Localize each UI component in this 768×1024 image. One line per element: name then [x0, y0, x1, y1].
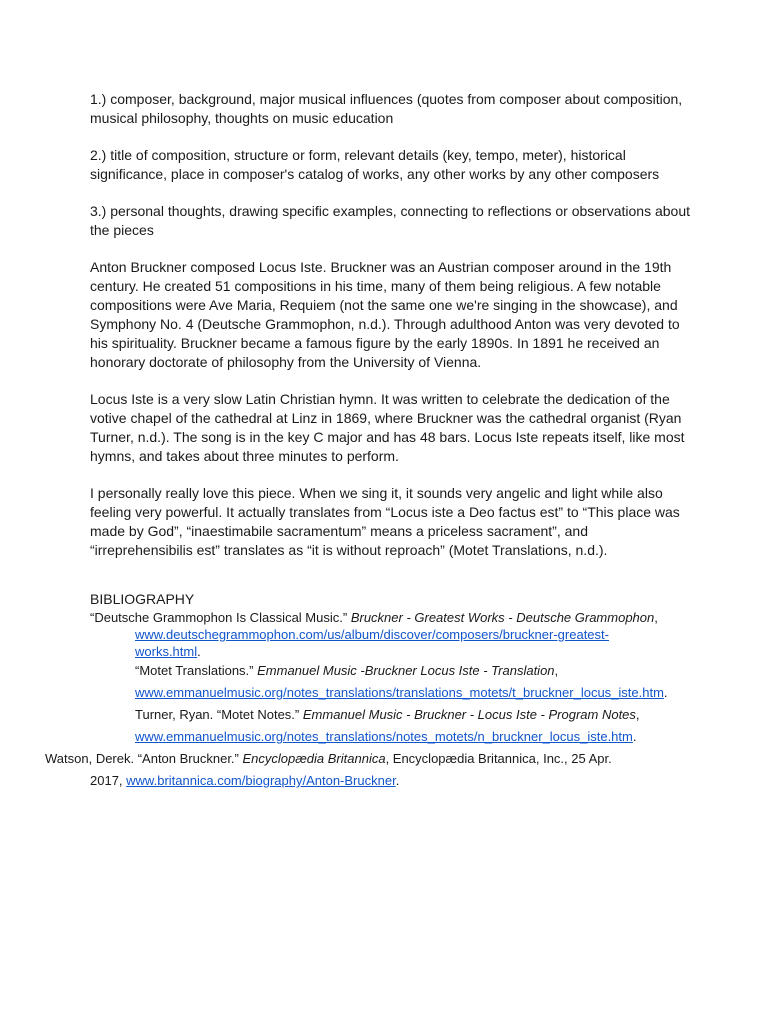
- bib-link-deutsche-grammophon-1[interactable]: www.deutschegrammophon.com/us/album/discover/composers/bruckner-greatest-: [135, 627, 609, 642]
- bib-entry-lead: Watson, Derek. “Anton Bruckner.”: [45, 751, 243, 766]
- bib-entry-motet-notes: Turner, Ryan. “Motet Notes.” Emmanuel Music - Bruckner - Locus Iste - Program Notes, www.emmanuelmusic.org/notes_translations/notes_motets/n_bruckner_locus_iste.htm.: [135, 707, 640, 744]
- bib-link-motet-notes[interactable]: www.emmanuelmusic.org/notes_translations/notes_motets/n_bruckner_locus_iste.htm: [135, 729, 633, 744]
- bib-entry-motet-translations: “Motet Translations.” Emmanuel Music -Bruckner Locus Iste - Translation, www.emmanuelmusic.org/notes_translations/translations_motets/t_bruckner_locus_iste.htm.: [135, 663, 668, 700]
- bib-link-deutsche-grammophon-2[interactable]: works.html: [135, 644, 198, 659]
- bib-entry-lead: “Motet Translations.”: [135, 663, 258, 678]
- paragraph-composition: Locus Iste is a very slow Latin Christian hymn. It was written to celebrate the dedication of the votive chapel of the cathedral at Linz in 1869, where Bruckner was the cathedral organist (Ryan Turner, n.d.). The song is in the key C major and has 48 bars. Locus Iste repeats itself, like most hymns, and takes about three minutes to perform.: [90, 391, 685, 464]
- bib-link-motet-translations[interactable]: www.emmanuelmusic.org/notes_translations/translations_motets/t_bruckner_locus_iste.htm: [135, 685, 664, 700]
- prompt-1: 1.) composer, background, major musical influences (quotes from composer about composition, musical philosophy, thoughts on music education: [90, 91, 683, 126]
- bib-entry-lead: Turner, Ryan. “Motet Notes.”: [135, 707, 303, 722]
- document-page: [45, 90, 691, 792]
- bib-entry-title: Bruckner - Greatest Works - Deutsche Grammophon: [350, 610, 655, 625]
- bib-entry-britannica: Watson, Derek. “Anton Bruckner.” Encyclopædia Britannica, Encyclopædia Britannica, Inc., 25 Apr. 2017, www.britannica.com/biography/Anton-Bruckner.: [45, 751, 612, 788]
- paragraph-personal: I personally really love this piece. When we sing it, it sounds very angelic and light while also feeling very powerful. It actually translates from “Locus iste a Deo factus est” to “This place was made by God”, “inaestimabile sacramentum” means a priceless sacrament”, and “irreprehensibilis est” translates as “it is without reproach” (Motet Translations, n.d.).: [90, 485, 680, 558]
- bibliography-heading: BIBLIOGRAPHY: [90, 591, 195, 607]
- paragraph-background: Anton Bruckner composed Locus Iste. Bruckner was an Austrian composer around in the 19th century. He created 51 compositions in his time, many of them being religious. A few notable compositions were Ave Maria, Requiem (not the same one we're singing in the showcase), and Symphony No. 4 (Deutsche Grammophon, n.d.). Through adulthood Anton was very devoted to his spirituality. Bruckner became a famous figure by the early 1890s. In 1891 he received an honorary doctorate of philosophy from the University of Vienna.: [90, 259, 680, 370]
- prompt-3: 3.) personal thoughts, drawing specific examples, connecting to reflections or observations about the pieces: [90, 203, 691, 238]
- bib-entry-title: Encyclopædia Britannica: [242, 751, 386, 766]
- bib-entry-deutsche-grammophon: “Deutsche Grammophon Is Classical Music.” Bruckner - Greatest Works - Deutsche Grammophon, www.deutschegrammophon.com/us/album/discover/composers/bruckner-greatest- works.html.: [90, 610, 658, 659]
- bib-entry-title: Emmanuel Music - Bruckner - Locus Iste - Program Notes: [302, 707, 636, 722]
- bib-entry-lead: “Deutsche Grammophon Is Classical Music.”: [90, 610, 351, 625]
- bib-entry-title: Emmanuel Music -Bruckner Locus Iste - Translation: [257, 663, 555, 678]
- prompt-2: 2.) title of composition, structure or form, relevant details (key, tempo, meter), historical significance, place in composer's catalog of works, any other works by any other composers: [90, 147, 660, 182]
- bib-link-britannica[interactable]: www.britannica.com/biography/Anton-Bruckner: [126, 773, 396, 788]
